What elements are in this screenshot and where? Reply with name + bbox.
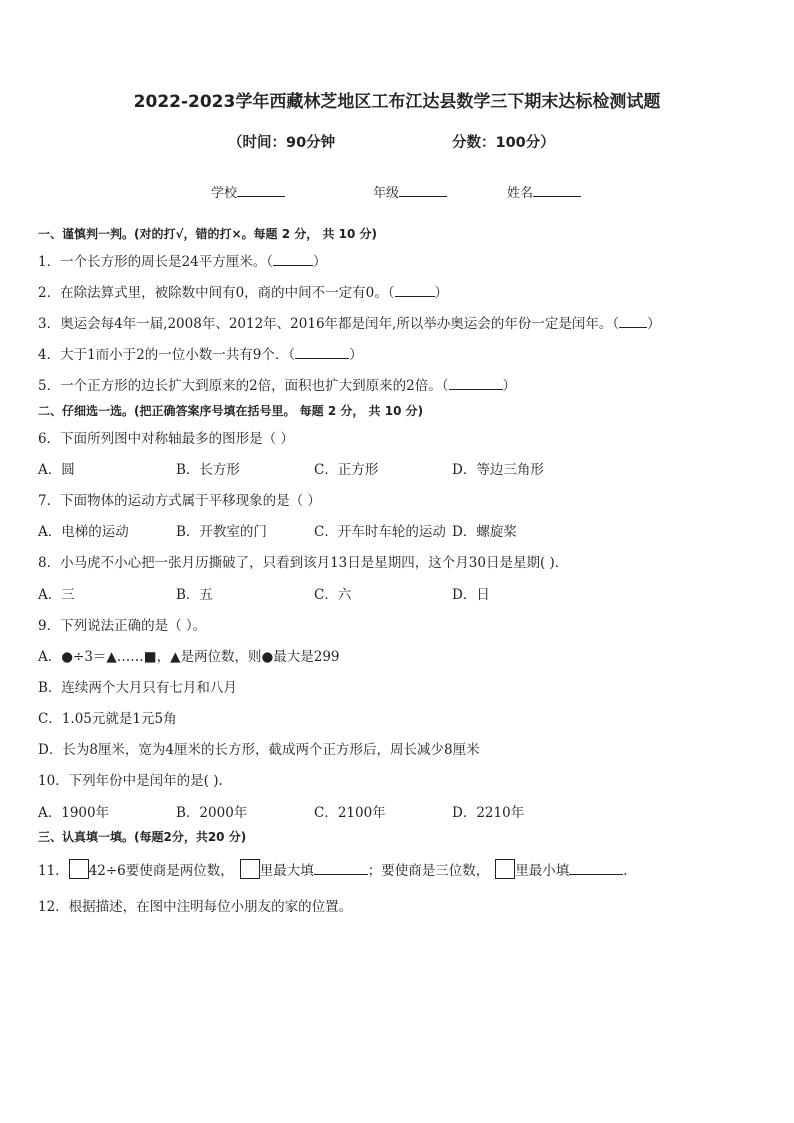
q7-option-a: A．电梯的运动 — [38, 524, 129, 540]
question-2 — [38, 281, 448, 301]
question-11 — [38, 859, 628, 879]
answer-blank — [295, 346, 349, 359]
q10-option-d: D．2210年 — [452, 805, 525, 821]
section-1-title: 一、谨慎判一判。(对的打√，错的打×。每题 2 分， 共 10 分) — [38, 227, 377, 241]
answer-blank — [395, 284, 435, 297]
q7-option-d: D．螺旋桨 — [452, 524, 517, 540]
q6-option-b: B．长方形 — [176, 462, 240, 478]
answer-blank — [569, 862, 623, 875]
question-1 — [38, 250, 327, 270]
q8-option-a: A．三 — [38, 587, 75, 603]
question-3-end: ） — [647, 316, 661, 332]
digit-box — [240, 859, 260, 879]
q6-option-c: C．正方形 — [314, 462, 379, 478]
question-3 — [38, 312, 661, 332]
question-1-end: ） — [313, 254, 327, 270]
question-4 — [38, 343, 363, 363]
q9-option-d: D．长为8厘米，宽为4厘米的长方形，截成两个正方形后，周长减少8厘米 — [38, 742, 480, 758]
digit-box — [495, 859, 515, 879]
q9-option-a: A．●÷3＝▲……■，▲是两位数，则●最大是299 — [38, 649, 340, 665]
grade-label: 年级 — [373, 186, 400, 201]
school-label: 学校 — [211, 186, 238, 201]
question-8-stem: 8．小马虎不小心把一张月历撕破了，只看到该月13日是星期四，这个月30日是星期( )． — [38, 555, 569, 571]
q9-option-c: C．1.05元就是1元5角 — [38, 711, 177, 727]
section-2-title: 二、仔细选一选。(把正确答案序号填在括号里。 每题 2 分， 共 10 分) — [38, 404, 424, 418]
answer-blank — [619, 315, 647, 328]
question-6-stem: 6．下面所列图中对称轴最多的图形是（ ） — [38, 431, 294, 447]
name-label: 姓名 — [507, 186, 534, 201]
question-11-number: 11． — [38, 863, 69, 879]
q11-part3: ；要使商是三位数， — [367, 863, 490, 879]
question-10-stem: 10．下列年份中是闰年的是( ). — [38, 773, 223, 789]
q11-part5: . — [623, 863, 628, 879]
question-5 — [38, 374, 516, 394]
question-1-text: 1．一个长方形的周长是24平方厘米。（ — [38, 254, 274, 270]
answer-blank — [314, 862, 368, 875]
question-2-end: ） — [434, 285, 449, 301]
question-4-end: ） — [349, 347, 363, 363]
grade-field — [373, 182, 447, 201]
question-12: 12．根据描述，在图中注明每位小朋友的家的位置。 — [38, 899, 353, 915]
answer-blank — [273, 253, 313, 266]
name-blank — [533, 184, 581, 197]
digit-box — [69, 859, 89, 879]
exam-time: （时间：90分钟 — [228, 135, 336, 151]
q10-option-b: B．2000年 — [176, 805, 248, 821]
question-4-text: 4．大于1而小于2的一位小数一共有9个．（ — [38, 347, 296, 363]
school-blank — [237, 184, 285, 197]
question-5-text: 5．一个正方形的边长扩大到原来的2倍，面积也扩大到原来的2倍。（ — [38, 378, 449, 394]
q11-part2: 里最大填 — [259, 863, 314, 879]
q6-option-d: D．等边三角形 — [452, 462, 544, 478]
question-2-text: 2．在除法算式里，被除数中间有0，商的中间不一定有0。（ — [38, 285, 395, 301]
q10-option-a: A．1900年 — [38, 805, 110, 821]
q8-option-d: D．日 — [452, 587, 490, 603]
question-9-stem: 9．下列说法正确的是（ ）。 — [38, 618, 207, 634]
exam-score: 分数：100分） — [452, 135, 555, 151]
q7-option-c: C．开车时车轮的运动 — [314, 524, 446, 540]
answer-blank — [449, 377, 503, 390]
q10-option-c: C．2100年 — [314, 805, 386, 821]
page-title: 2022-2023学年西藏林芝地区工布江达县数学三下期末达标检测试题 — [133, 92, 661, 112]
question-3-text: 3．奥运会每4年一届,2008年、2012年、2016年都是闰年,所以举办奥运会的年份一定是闰年。（ — [38, 316, 620, 332]
q8-option-b: B．五 — [176, 587, 213, 603]
school-field — [211, 182, 285, 201]
q11-part1: 42÷6要使商是两位数， — [88, 863, 234, 879]
name-field — [507, 182, 581, 201]
section-3-title: 三、认真填一填。(每题2分，共20 分) — [38, 830, 247, 844]
q7-option-b: B．开教室的门 — [176, 524, 267, 540]
question-5-end: ） — [502, 378, 517, 394]
q9-option-b: B．连续两个大月只有七月和八月 — [38, 680, 237, 696]
grade-blank — [399, 184, 447, 197]
q6-option-a: A．圆 — [38, 462, 75, 478]
question-7-stem: 7．下面物体的运动方式属于平移现象的是（ ） — [38, 493, 321, 509]
q11-part4: 里最小填 — [515, 863, 570, 879]
q8-option-c: C．六 — [314, 587, 352, 603]
